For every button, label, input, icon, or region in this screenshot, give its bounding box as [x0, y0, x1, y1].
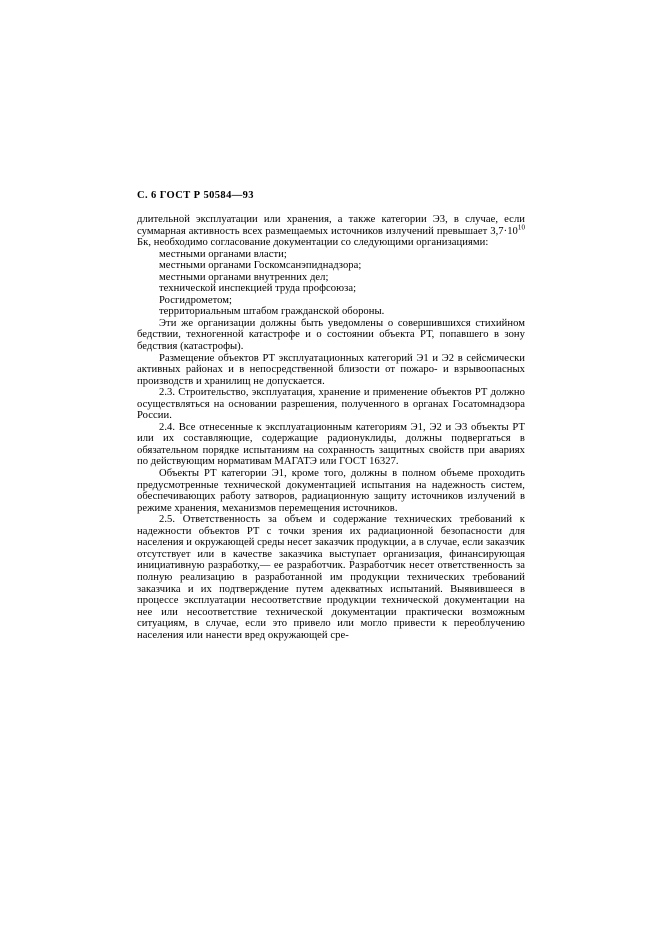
- paragraph-siting: Размещение объектов РТ эксплуатационных категорий Э1 и Э2 в сейсмически активных районах и в непосредственной близости от пожаро- и взрывоопасных производств и хранилищ не допускается.: [137, 352, 525, 387]
- list-item: местными органами внутренних дел;: [159, 271, 329, 283]
- paragraph-notice: Эти же организации должны быть уведомлены о совершившихся стихийном бедствии, техногенной катастрофе и о состоянии объекта РТ, попавшего в зону бедствия (катастрофы).: [137, 317, 525, 353]
- text-column: [137, 214, 525, 641]
- paragraph-clause-2-4: 2.4. Все отнесенные к эксплуатационным категориям Э1, Э2 и Э3 объекты РТ или их составляющие, содержащие радионуклиды, должны подвергаться в обязательном порядке испытаниям на сохранность защитных свойств при авариях по действующим нормативам МАГАТЭ или ГОСТ 16327.: [137, 421, 525, 468]
- running-head: С. 6 ГОСТ Р 50584—93: [137, 190, 254, 201]
- paragraph-continuation: [137, 214, 525, 249]
- list-item: территориальным штабом гражданской обороны.: [159, 306, 385, 318]
- organizations-list: [137, 249, 525, 318]
- list-item: Росгидрометом;: [159, 294, 233, 306]
- paragraph-clause-2-3: 2.3. Строительство, эксплуатация, хранение и применение объектов РТ должно осуществляться на основании разрешения, полученного в органах Госатомнадзора России.: [137, 387, 525, 422]
- list-item: местными органами власти;: [159, 248, 287, 260]
- paragraph-clause-2-4-extra: Объекты РТ категории Э1, кроме того, должны в полном объеме проходить предусмотренные технической документацией испытания на надежность систем, обеспечивающих работу затворов, радиационную защиту источников излучений в режиме хранения, механизмов перемещения источников.: [137, 468, 525, 514]
- list-item: местными органами Госкомсанэпиднадзора;: [159, 260, 362, 272]
- paragraph-clause-2-5: 2.5. Ответственность за объем и содержание технических требований к надежности объектов РТ с точки зрения их радиационной безопасности для населения и окружающей среды несет заказчик продукции, а в случае, если заказчик отсутствует или в качестве заказчика выступает организация, финансирующая инициативную разработку,— ее разработчик. Разработчик несет ответственность за полную реализацию в разработанной им продукции технических требований заказчика и их подтверждение путем адекватных испытаний. Выявившееся в процессе эксплуатации несоответствие продукции технической документации на нее или несоответствие технической документации практически возможным ситуациям, в случае, если это привело или могло привести к переоблучению населения или нанести вред окружающей сре-: [137, 514, 525, 641]
- list-item: технической инспекцией труда профсоюза;: [159, 283, 357, 295]
- exponent-value: 10: [517, 223, 525, 232]
- paragraph-continuation-head: длительной эксплуатации или хранения, а также категории Э3, в случае, если суммарная активность всех размещаемых источников излучений превышает 3,7·10: [137, 214, 525, 237]
- paragraph-continuation-tail: Бк, необходимо согласование документации со следующими организациями:: [137, 237, 489, 249]
